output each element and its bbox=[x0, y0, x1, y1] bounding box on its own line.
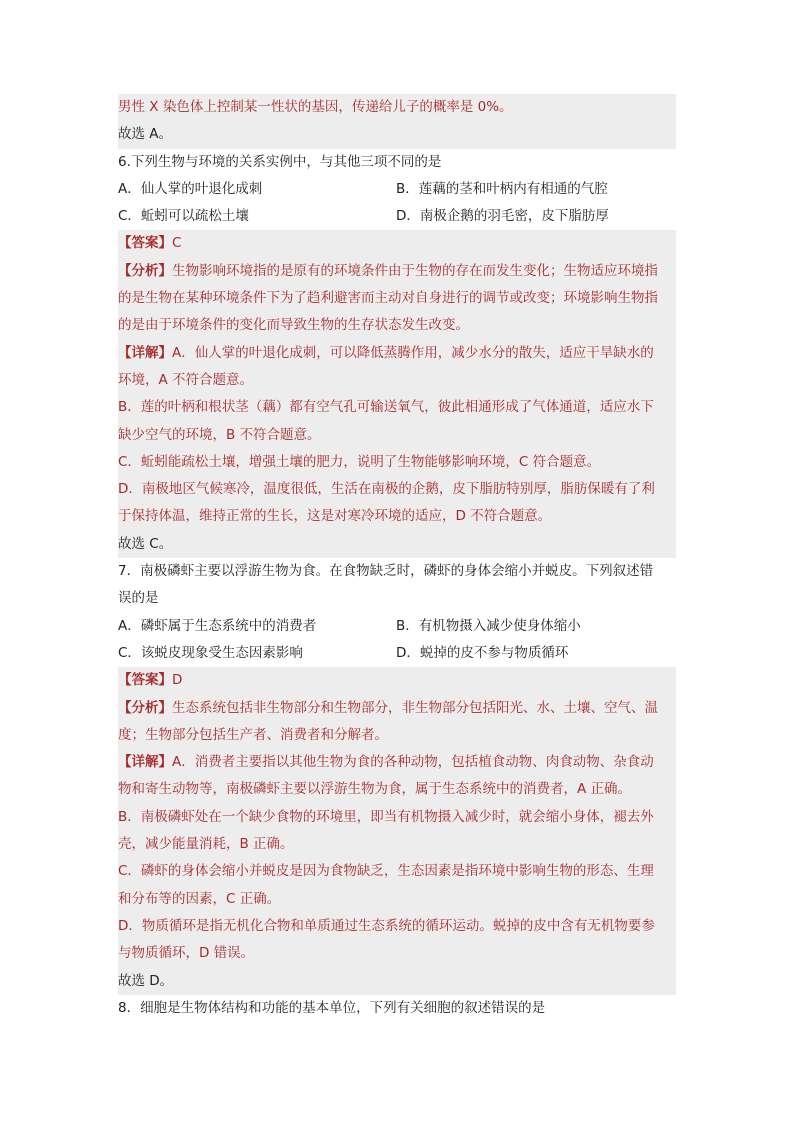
q6-stem: 6.下列生物与环境的关系实例中，与其他三项不同的是 bbox=[118, 153, 442, 170]
q7-detail-line-7: D．物质循环是指无机化合物和单质通过生态系统的循环运动。蜕掉的皮中含有无机物要参 bbox=[118, 913, 676, 940]
q6-option-b: B．莲藕的茎和叶柄内有相通的气腔 bbox=[396, 180, 608, 197]
q6-detail-line-6: D．南极地区气候寒冷，温度很低，生活在南极的企鹅，皮下脂肪特别厚，脂肪保暖有了利 bbox=[118, 476, 676, 503]
q7-option-b: B．有机物摄入减少使身体缩小 bbox=[396, 617, 581, 634]
q7-detail-line-3: B．南极磷虾处在一个缺少食物的环境里，即当有机物摄入减少时，就会缩小身体，褪去外 bbox=[118, 804, 676, 831]
q6-detail-line-7: 于保持体温，维持正常的生长，这是对寒冷环境的适应，D 不符合题意。 bbox=[118, 503, 676, 530]
q6-analysis-text: 生物影响环境指的是原有的环境条件由于生物的存在而发生变化；生物适应环境指 bbox=[172, 262, 658, 279]
q7-analysis-line-1 bbox=[118, 695, 676, 722]
q6-options-row-1 bbox=[118, 176, 676, 203]
q7-detail-line-4: 壳，减少能量消耗，B 正确。 bbox=[118, 831, 676, 858]
q7-detail-tag: 【详解】 bbox=[118, 754, 172, 771]
q7-option-c: C．该蜕皮现象受生态因素影响 bbox=[118, 644, 303, 661]
q7-detail-line-1 bbox=[118, 749, 676, 776]
previous-explanation-line: 男性 X 染色体上控制某一性状的基因，传递给儿子的概率是 0%。 bbox=[118, 94, 676, 121]
q6-option-a: A．仙人掌的叶退化成刺 bbox=[118, 180, 263, 197]
q7-stem-line-2: 误的是 bbox=[118, 590, 159, 607]
document-page bbox=[118, 94, 676, 1022]
q6-options-row-2 bbox=[118, 203, 676, 230]
q6-detail-line-3: B．莲的叶柄和根状茎（藕）都有空气孔可输送氧气，彼此相通形成了气体通道，适应水下 bbox=[118, 394, 676, 421]
q6-detail-line-4: 缺少空气的环境，B 不符合题意。 bbox=[118, 422, 676, 449]
q7-answer-tag: 【答案】 bbox=[118, 672, 172, 689]
q6-analysis-tag: 【分析】 bbox=[118, 262, 172, 279]
q6-analysis-line-1 bbox=[118, 258, 676, 285]
q8-stem: 8．细胞是生物体结构和功能的基本单位，下列有关细胞的叙述错误的是 bbox=[118, 999, 546, 1016]
q6-detail-line-2: 环境，A 不符合题意。 bbox=[118, 367, 676, 394]
q6-analysis-line-2: 的是生物在某种环境条件下为了趋利避害而主动对自身进行的调节或改变；环境影响生物指 bbox=[118, 285, 676, 312]
q7-detail-line-5: C．磷虾的身体会缩小并蜕皮是因为食物缺乏，生态因素是指环境中影响生物的形态、生理 bbox=[118, 858, 676, 885]
q7-options-row-1 bbox=[118, 613, 676, 640]
q7-stem-line-1: 7．南极磷虾主要以浮游生物为食。在食物缺乏时，磷虾的身体会缩小并蜕皮。下列叙述错 bbox=[118, 563, 654, 580]
q7-option-a: A．磷虾属于生态系统中的消费者 bbox=[118, 617, 317, 634]
q6-detail-line-1 bbox=[118, 340, 676, 367]
q6-answer-tag: 【答案】 bbox=[118, 235, 172, 252]
q7-analysis-text: 生态系统包括非生物部分和生物部分，非生物部分包括阳光、水、土壤、空气、温 bbox=[172, 699, 658, 716]
q6-answer-line bbox=[118, 230, 676, 257]
q6-option-c: C．蚯蚓可以疏松土壤 bbox=[118, 208, 249, 225]
q7-answer: D bbox=[172, 672, 183, 689]
q6-choose-line: 故选 C。 bbox=[118, 531, 676, 558]
q6-detail-text: A．仙人掌的叶退化成刺，可以降低蒸腾作用，减少水分的散失，适应干旱缺水的 bbox=[172, 344, 654, 361]
q7-answer-line bbox=[118, 667, 676, 694]
q7-detail-line-8: 与物质循环，D 错误。 bbox=[118, 940, 676, 967]
q7-analysis-tag: 【分析】 bbox=[118, 699, 172, 716]
q7-detail-line-6: 和分布等的因素，C 正确。 bbox=[118, 886, 676, 913]
q7-option-d: D．蜕掉的皮不参与物质循环 bbox=[396, 644, 569, 661]
q7-choose-line: 故选 D。 bbox=[118, 968, 676, 995]
q6-detail-tag: 【详解】 bbox=[118, 344, 172, 361]
previous-choose-line: 故选 A。 bbox=[118, 121, 676, 148]
q7-analysis-line-2: 度；生物部分包括生产者、消费者和分解者。 bbox=[118, 722, 676, 749]
q6-detail-line-5: C．蚯蚓能疏松土壤，增强土壤的肥力，说明了生物能够影响环境，C 符合题意。 bbox=[118, 449, 676, 476]
q7-detail-line-2: 物和寄生动物等，南极磷虾主要以浮游生物为食，属于生态系统中的消费者，A 正确。 bbox=[118, 776, 676, 803]
q6-option-d: D．南极企鹅的羽毛密，皮下脂肪厚 bbox=[396, 208, 609, 225]
q6-analysis-line-3: 的是由于环境条件的变化而导致生物的生存状态发生改变。 bbox=[118, 312, 676, 339]
q7-options-row-2 bbox=[118, 640, 676, 667]
q6-answer: C bbox=[172, 235, 182, 252]
q7-detail-text: A．消费者主要指以其他生物为食的各种动物，包括植食动物、肉食动物、杂食动 bbox=[172, 754, 654, 771]
